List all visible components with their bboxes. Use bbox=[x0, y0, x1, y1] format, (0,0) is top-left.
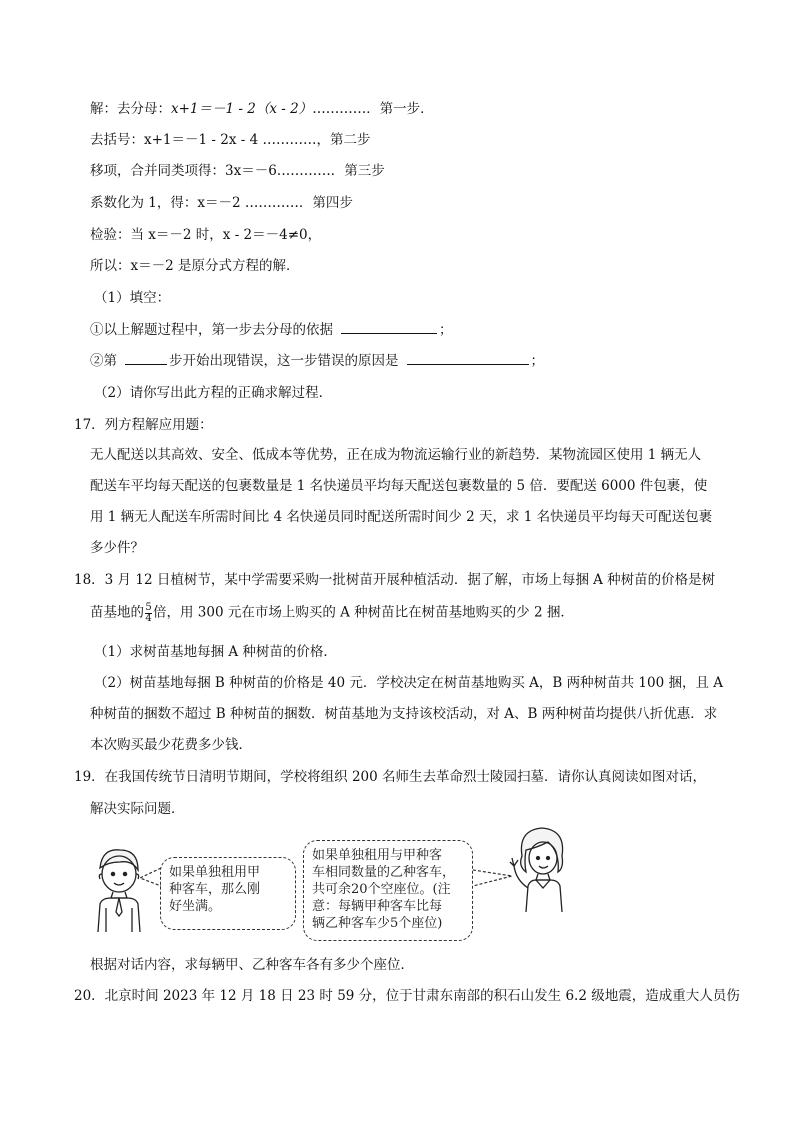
speech-bubble-left: 如果单独租用甲 种客车，那么刚 好坐满。 bbox=[160, 857, 296, 930]
problem-17-line: 无人配送以其高效、安全、低成本等优势，正在成为物流运输行业的新趋势．某物流园区使用 1 辆无人 bbox=[90, 447, 702, 463]
problem-18-line: 苗基地的 $\frac{5}{4}$ 倍，用 300 元在市场上购买的 A 种树苗比在树苗基地购买的少 2 捆． bbox=[90, 602, 574, 624]
problem-18-line: 18．3 月 12 日植树节，某中学需要采购一批树苗开展种植活动．据了解，市场上每捆 A 种树苗的价格是树 bbox=[74, 572, 716, 588]
problem-18-q1: （1）求树苗基地每捆 A 种树苗的价格． bbox=[94, 644, 337, 660]
problem-17-line: 用 1 辆无人配送车所需时间比 4 名快递员同时配送所需时间少 2 天，求 1 名快递员平均每天可配送包裹 bbox=[90, 509, 713, 525]
equation: x+1＝－1 - 2（x - 2） bbox=[171, 101, 313, 117]
fraction: $\frac{5}{4}$ bbox=[145, 602, 152, 624]
problem-19-question: 根据对话内容，求每辆甲、乙种客车各有多少个座位． bbox=[90, 957, 414, 973]
question-2: （2）请你写出此方程的正确求解过程． bbox=[94, 385, 333, 401]
solution-step-1: 解：去分母：x+1＝－1 - 2（x - 2）…………．第一步． bbox=[90, 101, 434, 117]
speech-bubble-right: 如果单独租用与甲种客 车相同数量的乙种客车， 共可余20个空座位。(注 意：每辆甲种客车比每 辆乙种客车少5个座位) bbox=[303, 840, 473, 941]
problem-18-q2: 本次购买最少花费多少钱． bbox=[90, 737, 252, 753]
problem-20-line: 20．北京时间 2023 年 12 月 18 日 23 时 59 分，位于甘肃东南部的积石山发生 6.2 级地震，造成重大人员伤 bbox=[74, 988, 740, 1004]
answer-blank[interactable] bbox=[341, 321, 437, 334]
solution-step-2: 去括号：x+1＝－1 - 2x - 4 …………，第二步 bbox=[90, 132, 371, 148]
bubble-tail-left bbox=[138, 866, 162, 890]
question-1a: ①以上解题过程中，第一步去分母的依据 ； bbox=[90, 322, 453, 338]
answer-blank[interactable] bbox=[407, 352, 529, 365]
problem-18-q2: （2）树苗基地每捆 B 种树苗的价格是 40 元．学校决定在树苗基地购买 A，B 两种树苗共 100 捆，且 A bbox=[94, 675, 723, 691]
question-1: （1）填空： bbox=[94, 290, 171, 306]
problem-17-line: 多少件？ bbox=[90, 540, 144, 556]
conclusion-line: 所以：x＝－2 是原分式方程的解． bbox=[90, 258, 300, 274]
answer-blank[interactable] bbox=[125, 352, 167, 365]
problem-17-title: 17．列方程解应用题： bbox=[74, 417, 213, 433]
problem-19-line: 19．在我国传统节日清明节期间，学校将组织 200 名师生去革命烈士陵园扫墓．请你认真阅读如图对话， bbox=[74, 769, 707, 785]
problem-19-line: 解决实际问题． bbox=[90, 801, 185, 817]
solution-step-4: 系数化为 1，得：x＝－2 …………．第四步 bbox=[90, 195, 353, 211]
problem-17-line: 配送车平均每天配送的包裹数量是 1 名快递员平均每天配送包裹数量的 5 倍．要配送 6000 件包裹，使 bbox=[90, 478, 708, 494]
equation: 3x＝－6 bbox=[225, 163, 277, 179]
equation: x＝－2 bbox=[197, 195, 241, 211]
girl-illustration bbox=[508, 822, 572, 914]
question-1b: ②第 步开始出现错误，这一步错误的原因是 ； bbox=[90, 353, 544, 369]
equation: x+1＝－1 - 2x - 4 bbox=[144, 132, 259, 148]
check-line: 检验：当 x＝－2 时，x - 2＝－4≠0， bbox=[90, 227, 322, 243]
problem-18-q2: 种树苗的捆数不超过 B 种树苗的捆数．树苗基地为支持该校活动，对 A、B 两种树苗均提供八折优惠．求 bbox=[90, 706, 718, 722]
solution-step-3: 移项，合并同类项得：3x＝－6…………．第三步 bbox=[90, 163, 385, 179]
